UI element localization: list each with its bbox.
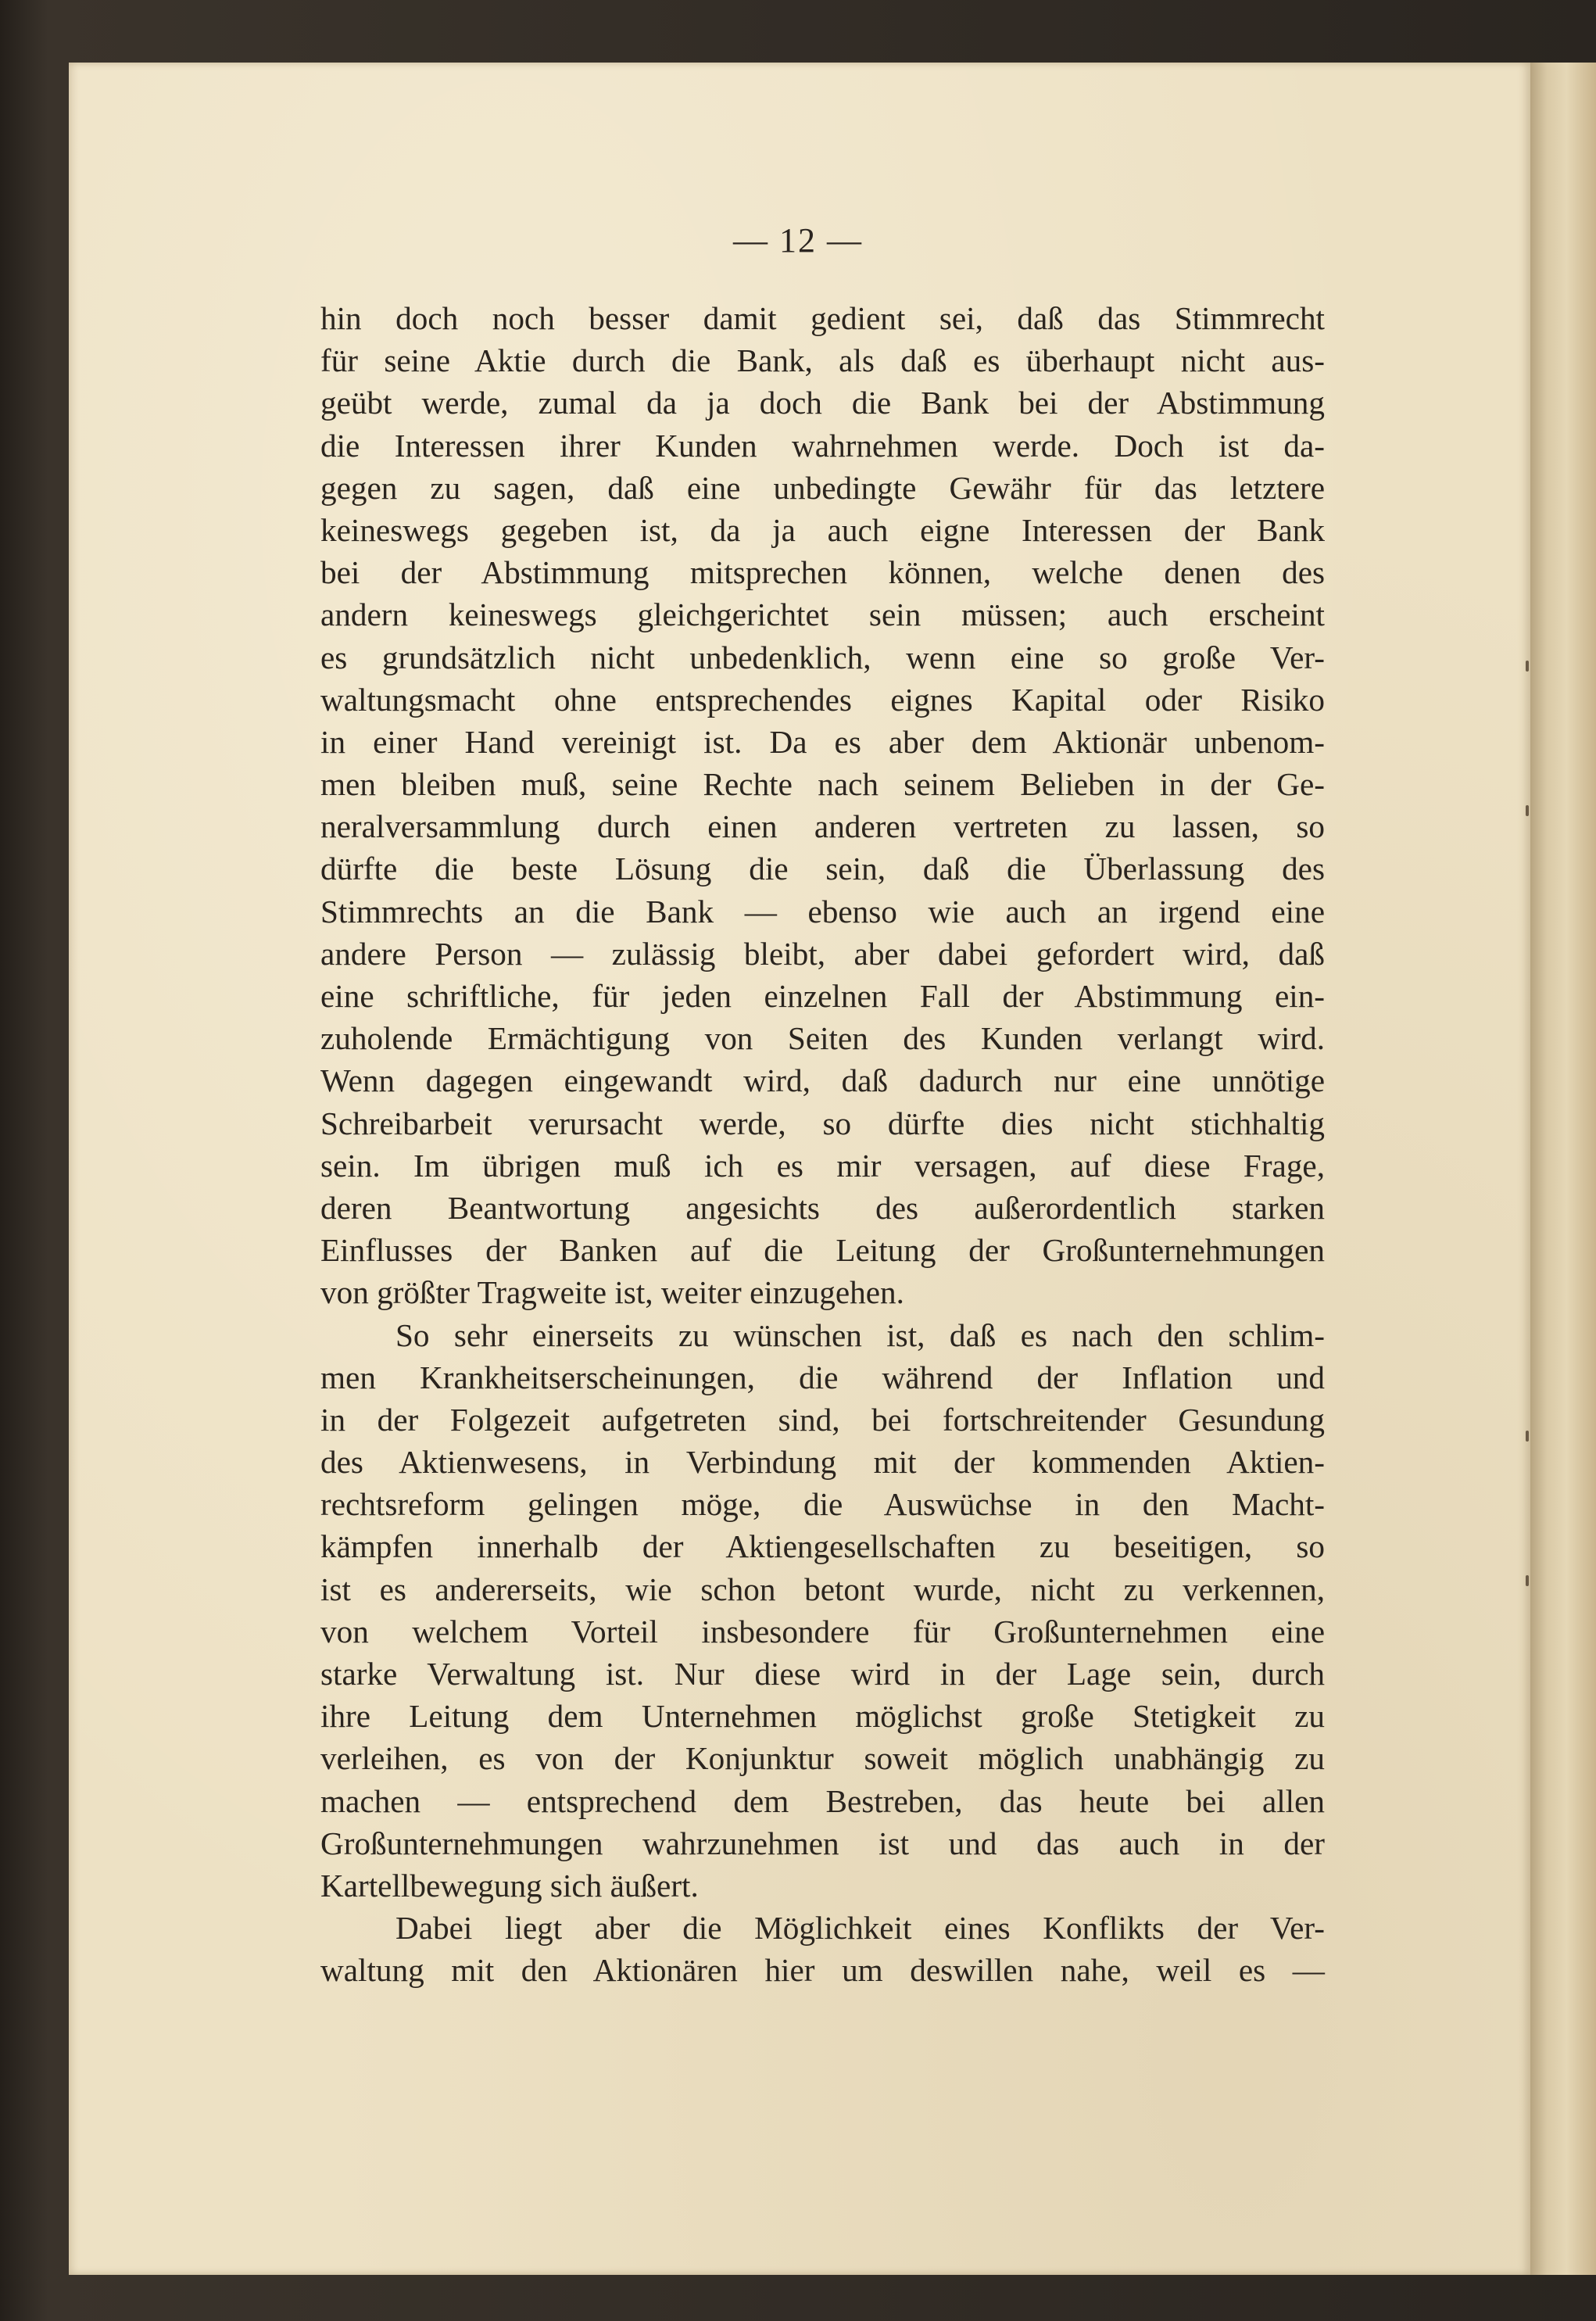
text-line: in der Folgezeit aufgetreten sind, bei fortschreitender Gesundung [320, 1401, 1325, 1438]
text-line: machen — entsprechend dem Bestreben, das heute bei allen [320, 1782, 1325, 1819]
text-line: Schreibarbeit verursacht werde, so dürfte dies nicht stichhaltig [320, 1105, 1325, 1141]
text-line: verleihen, es von der Konjunktur soweit möglich unabhängig zu [320, 1740, 1325, 1777]
text-line: des Aktienwesens, in Verbindung mit der kommenden Aktien- [320, 1444, 1325, 1481]
text-line: von größter Tragweite ist, weiter einzugehen. [320, 1274, 904, 1311]
text-line: andere Person — zulässig bleibt, aber dabei gefordert wird, daß [320, 935, 1325, 972]
text-line: zuholende Ermächtigung von Seiten des Kunden verlangt wird. [320, 1020, 1325, 1057]
text-line: die Interessen ihrer Kunden wahrnehmen werde. Doch ist da- [320, 427, 1325, 464]
margin-speck [1526, 1431, 1529, 1442]
text-line: geübt werde, zumal da ja doch die Bank bei der Abstimmung [320, 385, 1325, 421]
text-line: deren Beantwortung angesichts des außerordentlich starken [320, 1189, 1325, 1226]
text-line: sein. Im übrigen muß ich es mir versagen, auf diese Frage, [320, 1147, 1325, 1184]
text-line: waltung mit den Aktionären hier um deswillen nahe, weil es — [320, 1952, 1325, 1989]
margin-speck [1526, 661, 1529, 672]
margin-speck [1526, 805, 1529, 816]
text-line: Dabei liegt aber die Möglichkeit eines Konflikts der Ver- [395, 1910, 1325, 1947]
text-line: Großunternehmungen wahrzunehmen ist und das auch in der [320, 1825, 1325, 1861]
margin-speck [1526, 1575, 1529, 1586]
text-line: kämpfen innerhalb der Aktiengesellschaften zu beseitigen, so [320, 1528, 1325, 1565]
text-line: men bleiben muß, seine Rechte nach seinem Belieben in der Ge- [320, 766, 1325, 803]
text-line: neralversammlung durch einen anderen vertreten zu lassen, so [320, 808, 1325, 845]
body-text [320, 297, 1325, 1992]
text-line: für seine Aktie durch die Bank, als daß es überhaupt nicht aus- [320, 342, 1325, 379]
text-line: gegen zu sagen, daß eine unbedingte Gewähr für das letztere [320, 469, 1325, 506]
text-line: bei der Abstimmung mitsprechen können, welche denen des [320, 554, 1325, 591]
text-line: Wenn dagegen eingewandt wird, daß dadurch nur eine unnötige [320, 1062, 1325, 1099]
page-edge [1530, 63, 1596, 2275]
text-line: eine schriftliche, für jeden einzelnen Fall der Abstimmung ein- [320, 978, 1325, 1014]
text-line: rechtsreform gelingen möge, die Auswüchse in den Macht- [320, 1486, 1325, 1523]
text-line: in einer Hand vereinigt ist. Da es aber dem Aktionär unbenom- [320, 723, 1325, 760]
text-line: hin doch noch besser damit gedient sei, daß das Stimmrecht [320, 300, 1325, 336]
text-line: ist es andererseits, wie schon betont wurde, nicht zu verkennen, [320, 1571, 1325, 1607]
page-number: — 12 — [733, 221, 863, 260]
text-line: keineswegs gegeben ist, da ja auch eigne Interessen der Bank [320, 511, 1325, 548]
text-line: men Krankheitserscheinungen, die während der Inflation und [320, 1359, 1325, 1395]
text-line: dürfte die beste Lösung die sein, daß die Überlassung des [320, 851, 1325, 887]
text-line: Kartellbewegung sich äußert. [320, 1867, 699, 1904]
text-line: Einflusses der Banken auf die Leitung der Großunternehmungen [320, 1232, 1325, 1269]
text-line: starke Verwaltung ist. Nur diese wird in der Lage sein, durch [320, 1656, 1325, 1692]
text-line: ihre Leitung dem Unternehmen möglichst große Stetigkeit zu [320, 1698, 1325, 1735]
text-line: Stimmrechts an die Bank — ebenso wie auch an irgend eine [320, 893, 1325, 929]
text-line: So sehr einerseits zu wünschen ist, daß es nach den schlim- [395, 1316, 1325, 1353]
text-line: von welchem Vorteil insbesondere für Großunternehmen eine [320, 1613, 1325, 1649]
text-line: waltungsmacht ohne entsprechendes eignes Kapital oder Risiko [320, 681, 1325, 718]
text-line: es grundsätzlich nicht unbedenklich, wenn eine so große Ver- [320, 639, 1325, 675]
text-line: andern keineswegs gleichgerichtet sein müssen; auch erscheint [320, 596, 1325, 633]
